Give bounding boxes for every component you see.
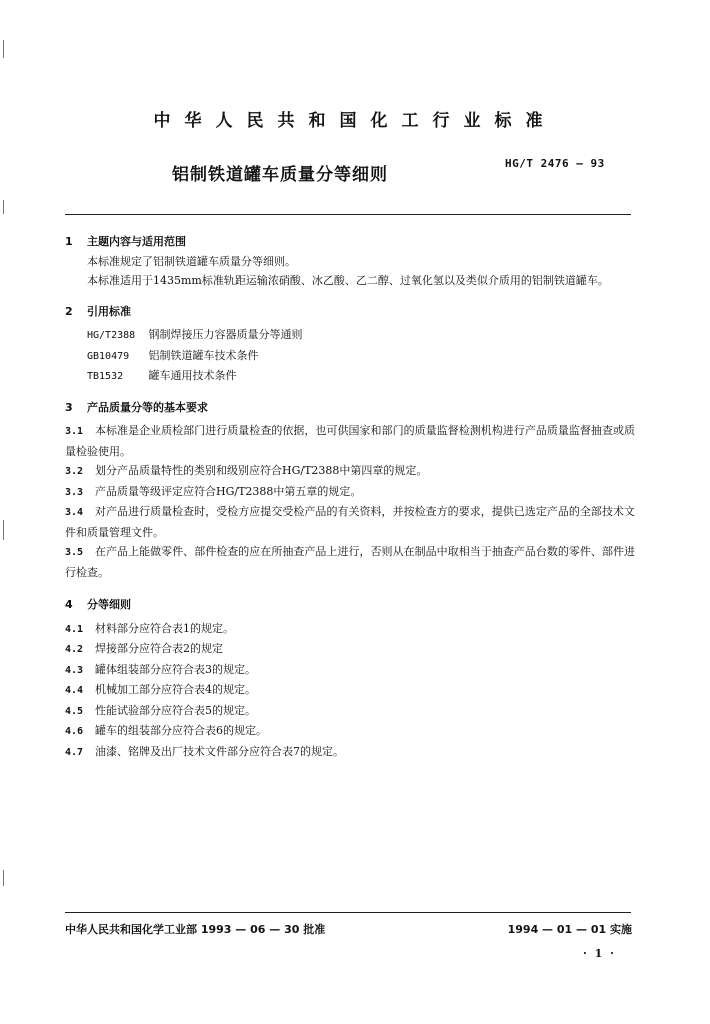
clause-text: 产品质量等级评定应符合HG/T2388中第五章的规定。 [95, 484, 362, 498]
clause-text: 材料部分应符合表1的规定。 [95, 621, 234, 635]
clause-text: 在产品上能做零件、部件检查的应在所抽查产品上进行，否则从在制品中取相当于抽查产品台数的零件、部件进行检查。 [65, 545, 635, 579]
organization-title: 中华人民共和国化工行业标准 [153, 111, 557, 131]
reference-code: HG/T2388 [87, 330, 136, 341]
section-title: 产品质量分等的基本要求 [87, 400, 208, 414]
section-number: 1 [65, 235, 73, 248]
clause-item [65, 701, 635, 722]
clause-item [65, 421, 635, 461]
clause-text: 性能试验部分应符合表5的规定。 [95, 703, 256, 717]
clause-number: 3.4 [65, 507, 84, 518]
document-title: 铝制铁道罐车质量分等细则 [172, 165, 388, 185]
section-number: 4 [65, 598, 73, 611]
document-body [65, 232, 635, 762]
clause-number: 4.7 [65, 746, 84, 758]
clause-item [65, 461, 635, 482]
section-title: 引用标准 [87, 304, 131, 318]
section-heading-basic-requirements [65, 398, 635, 418]
clause-number: 3.5 [65, 547, 84, 558]
page-number: · 1 · [583, 947, 616, 960]
paragraph: 本标准规定了铝制铁道罐车质量分等细则。 [87, 254, 296, 268]
reference-title: 钢制焊接压力容器质量分等通则 [148, 328, 303, 341]
standard-code: HG/T 2476 — 93 [505, 157, 605, 170]
reference-title: 铝制铁道罐车技术条件 [148, 348, 259, 362]
clause-number: 4.3 [65, 664, 84, 676]
clause-text: 划分产品质量特性的类别和级别应符合HG/T2388中第四章的规定。 [95, 464, 428, 477]
paragraph: 本标准适用于1435mm标准轨距运输浓硝酸、冰乙酸、乙二醇、过氧化氢以及类似介质用的铝制铁道罐车。 [87, 274, 609, 287]
reference-code: GB10479 [87, 350, 130, 362]
section-heading-references [65, 302, 635, 322]
section-heading-grading-rules [65, 595, 635, 615]
section-title: 分等细则 [87, 598, 131, 611]
clause-item [65, 619, 635, 640]
footer-divider [65, 912, 631, 913]
clause-text: 对产品进行质量检查时，受检方应提交受检产品的有关资料，并按检查方的要求，提供已选定产品的全部技术文件和质量管理文件。 [65, 505, 635, 539]
clause-number: 4.6 [65, 726, 84, 737]
reference-item [65, 366, 635, 387]
clause-number: 4.1 [65, 623, 84, 635]
clause-text: 罐体组装部分应符合表3的规定。 [95, 662, 256, 676]
reference-item [65, 346, 635, 367]
clause-item [65, 639, 635, 660]
reference-title: 罐车通用技术条件 [148, 369, 237, 382]
reference-code: TB1532 [87, 371, 124, 382]
clause-item [65, 742, 635, 763]
clause-item [65, 680, 635, 701]
clause-number: 3.2 [65, 466, 84, 477]
clause-text: 本标准是企业质检部门进行质量检查的依据，也可供国家和部门的质量监督检测机构进行产品质量监督抽查或质量检验使用。 [65, 424, 635, 458]
clause-number: 3.1 [65, 426, 84, 437]
scan-edge-mark [3, 200, 4, 214]
clause-text: 机械加工部分应符合表4的规定。 [95, 683, 256, 696]
clause-item [65, 502, 635, 542]
clause-text: 油漆、铭牌及出厂技术文件部分应符合表7的规定。 [95, 744, 344, 758]
section-title: 主题内容与适用范围 [87, 235, 186, 248]
section-number: 2 [65, 304, 73, 318]
reference-item [65, 325, 635, 346]
section-number: 3 [65, 400, 73, 414]
scan-edge-mark [3, 870, 4, 886]
clause-text: 罐车的组装部分应符合表6的规定。 [95, 724, 267, 737]
section-heading-scope [65, 232, 635, 252]
scan-edge-mark [3, 40, 4, 58]
clause-item [65, 542, 635, 582]
effective-date: 1994 — 01 — 01 实施 [507, 923, 632, 936]
clause-item [65, 721, 635, 742]
clause-number: 4.5 [65, 705, 84, 717]
scan-edge-mark [3, 520, 4, 540]
clause-number: 3.3 [65, 486, 84, 498]
clause-number: 4.4 [65, 685, 84, 696]
approval-line: 中华人民共和国化学工业部 1993 — 06 — 30 批准 [65, 923, 326, 936]
clause-item [65, 482, 635, 503]
clause-item [65, 660, 635, 681]
clause-text: 焊接部分应符合表2的规定 [95, 642, 223, 655]
header-divider [65, 214, 631, 215]
clause-number: 4.2 [65, 644, 84, 655]
